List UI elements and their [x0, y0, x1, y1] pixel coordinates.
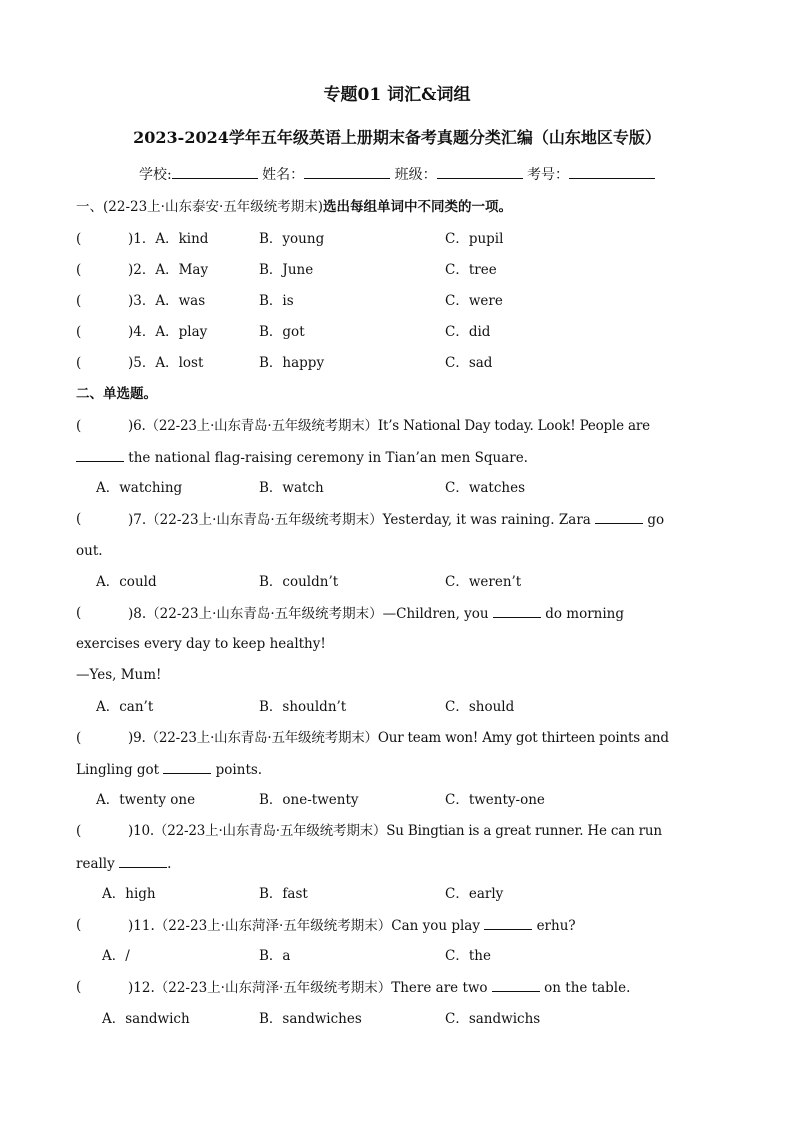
question-text: go: [643, 512, 665, 528]
question-stem: )5．A．lost: [128, 355, 204, 371]
option-c: C．sandwichs: [445, 1011, 541, 1027]
answer-paren[interactable]: (: [76, 605, 82, 621]
exam-no-blank[interactable]: [569, 164, 655, 179]
option-c: C．sad: [445, 355, 493, 371]
question-text: really: [76, 856, 115, 872]
option-c: C．early: [445, 886, 504, 902]
question-8-continued: exercises every day to keep healthy!: [76, 636, 326, 652]
option-c: C．were: [445, 293, 503, 309]
option-c: C．did: [445, 324, 491, 340]
option-b: B．couldn’t: [259, 574, 339, 590]
section1-heading: [76, 198, 716, 216]
answer-paren[interactable]: (: [76, 511, 82, 527]
question-stem-wrap: [128, 916, 576, 935]
answer-blank[interactable]: [119, 854, 167, 868]
question-text: .: [167, 856, 172, 872]
option-a: A．can’t: [96, 699, 154, 715]
answer-paren[interactable]: (: [76, 917, 82, 933]
option-b: B．watch: [259, 480, 324, 496]
option-b: B．a: [259, 948, 291, 964]
option-a: A．could: [96, 574, 157, 590]
option-b: B．one-twenty: [259, 792, 359, 808]
option-b: B．is: [259, 293, 294, 309]
question-stem: )4．A．play: [128, 324, 208, 340]
answer-blank[interactable]: [492, 978, 540, 992]
school-label: 学校:: [138, 167, 172, 183]
student-info-line: [0, 164, 794, 184]
question-6-continued: [76, 448, 716, 467]
answer-paren[interactable]: (: [76, 418, 82, 434]
question-9-continued: [76, 760, 716, 779]
question-stem-wrap: [128, 978, 630, 997]
option-a: A．high: [102, 886, 156, 902]
question-stem-wrap: [128, 604, 624, 623]
answer-blank[interactable]: [595, 510, 643, 524]
answer-paren[interactable]: (: [76, 262, 82, 278]
class-label: 班级：: [394, 167, 437, 183]
option-a: A．/: [102, 948, 130, 964]
document-subtitle: 2023-2024学年五年级英语上册期末备考真题分类汇编（山东地区专版）: [133, 128, 661, 147]
exam-no-label: 考号：: [527, 167, 570, 183]
question-stem: )6.（22-23上·山东青岛·五年级统考期末）It’s National Day today. Look! People are: [128, 418, 650, 434]
question-stem: )11.（22-23上·山东菏泽·五年级统考期末）Can you play: [128, 918, 480, 934]
class-blank[interactable]: [437, 164, 523, 179]
answer-blank[interactable]: [76, 448, 124, 462]
question-text: do morning: [540, 606, 625, 622]
document-title: 专题01 词汇&词组: [323, 85, 471, 105]
question-stem: )9.（22-23上·山东青岛·五年级统考期末）Our team won! Amy got thirteen points and: [128, 730, 669, 746]
answer-paren[interactable]: (: [76, 823, 82, 839]
name-blank[interactable]: [304, 164, 390, 179]
answer-paren[interactable]: (: [76, 231, 82, 247]
option-b: B．young: [259, 231, 325, 247]
option-c: C．weren’t: [445, 574, 522, 590]
option-c: C．should: [445, 699, 515, 715]
question-stem: )2．A．May: [128, 262, 209, 278]
option-a: A．twenty one: [96, 792, 196, 808]
question-text: points.: [211, 762, 263, 778]
school-blank[interactable]: [172, 164, 258, 179]
section1-source: 一、(22-23上·山东泰安·五年级统考期末): [76, 199, 324, 215]
option-c: C．pupil: [445, 231, 504, 247]
question-stem: )7.（22-23上·山东青岛·五年级统考期末）Yesterday, it was raining. Zara: [128, 512, 591, 528]
question-stem-wrap: [128, 510, 664, 529]
question-stem: )3．A．was: [128, 293, 206, 309]
question-text: the national flag-raising ceremony in Tian’an men Square.: [124, 450, 528, 466]
answer-blank[interactable]: [484, 916, 532, 930]
question-text: Lingling got: [76, 762, 160, 778]
section1-instruction: 选出每组单词中不同类的一项。: [323, 199, 513, 215]
answer-blank[interactable]: [493, 604, 541, 618]
question-stem: )10.（22-23上·山东青岛·五年级统考期末）Su Bingtian is a great runner. He can run: [128, 823, 662, 839]
option-b: B．shouldn’t: [259, 699, 347, 715]
option-c: C．watches: [445, 480, 526, 496]
name-label: 姓名：: [262, 167, 305, 183]
answer-paren[interactable]: (: [76, 293, 82, 309]
option-c: C．twenty-one: [445, 792, 545, 808]
answer-paren[interactable]: (: [76, 324, 82, 340]
answer-blank[interactable]: [163, 760, 211, 774]
question-7-continued: out.: [76, 543, 103, 559]
section2-heading: 二、单选题。: [76, 386, 157, 402]
option-c: C．the: [445, 948, 491, 964]
question-text: on the table.: [539, 980, 631, 996]
option-c: C．tree: [445, 262, 497, 278]
question-stem: )12.（22-23上·山东菏泽·五年级统考期末）There are two: [128, 980, 488, 996]
answer-paren[interactable]: (: [76, 979, 82, 995]
question-stem: )1．A．kind: [128, 231, 209, 247]
question-8-reply: —Yes, Mum!: [76, 667, 162, 683]
option-b: B．sandwiches: [259, 1011, 362, 1027]
option-a: A．watching: [96, 480, 183, 496]
answer-paren[interactable]: (: [76, 355, 82, 371]
question-stem: )8.（22-23上·山东青岛·五年级统考期末）—Children, you: [128, 606, 489, 622]
question-text: erhu?: [532, 918, 576, 934]
option-b: B．got: [259, 324, 305, 340]
option-b: B．June: [259, 262, 314, 278]
question-10-continued: [76, 854, 716, 873]
option-b: B．happy: [259, 355, 325, 371]
option-a: A．sandwich: [102, 1011, 190, 1027]
answer-paren[interactable]: (: [76, 730, 82, 746]
option-b: B．fast: [259, 886, 308, 902]
